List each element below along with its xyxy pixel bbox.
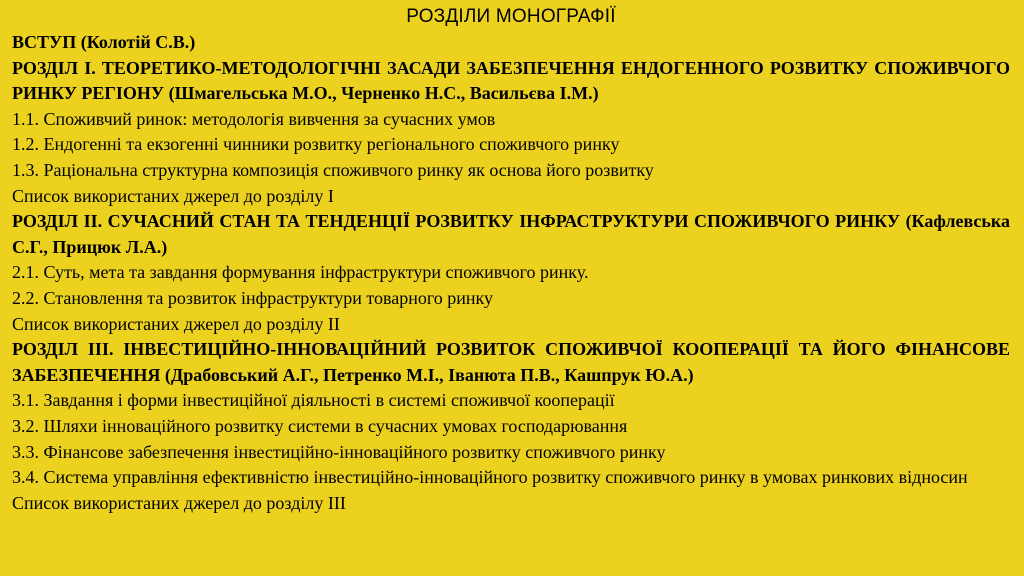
- section-2-authors: (Кафлевська С.Г., Прицюк Л.А.): [12, 211, 1011, 257]
- section-2-item-2: 2.2. Становлення та розвиток інфраструктури товарного ринку: [12, 287, 494, 308]
- section-1-authors: (Шмагельська М.О., Черненко Н.С., Васильєва І.М.): [168, 83, 599, 104]
- section-1-item-1: 1.1. Споживчий ринок: методологія вивчення за сучасних умов: [12, 108, 496, 129]
- section-1-item-2: 1.2. Ендогенні та екзогенні чинники розвитку регіонального споживчого ринку: [12, 134, 620, 155]
- section-2-item-1: 2.1. Суть, мета та завдання формування інфраструктури споживчого ринку.: [12, 262, 589, 283]
- section-3-references: Список використаних джерел до розділу ІІІ: [12, 492, 346, 513]
- intro-heading: ВСТУП (Колотій С.В.): [12, 32, 196, 52]
- section-1-title: РОЗДІЛ І. ТЕОРЕТИКО-МЕТОДОЛОГІЧНІ ЗАСАДИ ЗАБЕЗПЕЧЕННЯ ЕНДОГЕННОГО РОЗВИТКУ СПОЖИВЧОГО РИНКУ РЕГІОНУ: [12, 57, 1010, 104]
- slide-title: РОЗДІЛИ МОНОГРАФІЇ: [406, 6, 616, 27]
- section-1-references: Список використаних джерел до розділу І: [12, 185, 334, 206]
- section-3-item-2: 3.2. Шляхи інноваційного розвитку системи в сучасних умовах господарювання: [12, 415, 628, 436]
- section-1-item-3: 1.3. Раціональна структурна композиція споживчого ринку як основа його розвитку: [12, 159, 654, 180]
- section-3-item-3: 3.3. Фінансове забезпечення інвестиційно-інноваційного розвитку споживчого ринку: [12, 441, 666, 462]
- section-2-heading: [12, 209, 1010, 260]
- section-3-heading: [12, 337, 1010, 388]
- section-3-authors: (Драбовський А.Г., Петренко М.І., Іванюта П.В., Кашпрук Ю.А.): [164, 364, 694, 385]
- section-3-item-1: 3.1. Завдання і форми інвестиційної діяльності в системі споживчої кооперації: [12, 390, 615, 411]
- section-3-title: РОЗДІЛ ІІІ. ІНВЕСТИЦІЙНО-ІННОВАЦІЙНИЙ РОЗВИТОК СПОЖИВЧОЇ КООПЕРАЦІЇ ТА ЙОГО ФІНАНСОВЕ ЗАБЕЗПЕЧЕННЯ: [12, 339, 1010, 385]
- section-2-references: Список використаних джерел до розділу ІІ: [12, 313, 340, 334]
- section-3-item-4: 3.4. Система управління ефективністю інвестиційно-інноваційного розвитку споживчого ринку в умовах ринкових відносин: [12, 467, 968, 488]
- section-2-title: РОЗДІЛ ІІ. СУЧАСНИЙ СТАН ТА ТЕНДЕНЦІЇ РОЗВИТКУ ІНФРАСТРУКТУРИ СПОЖИВЧОГО РИНКУ: [12, 211, 901, 232]
- section-1-heading: [12, 56, 1010, 107]
